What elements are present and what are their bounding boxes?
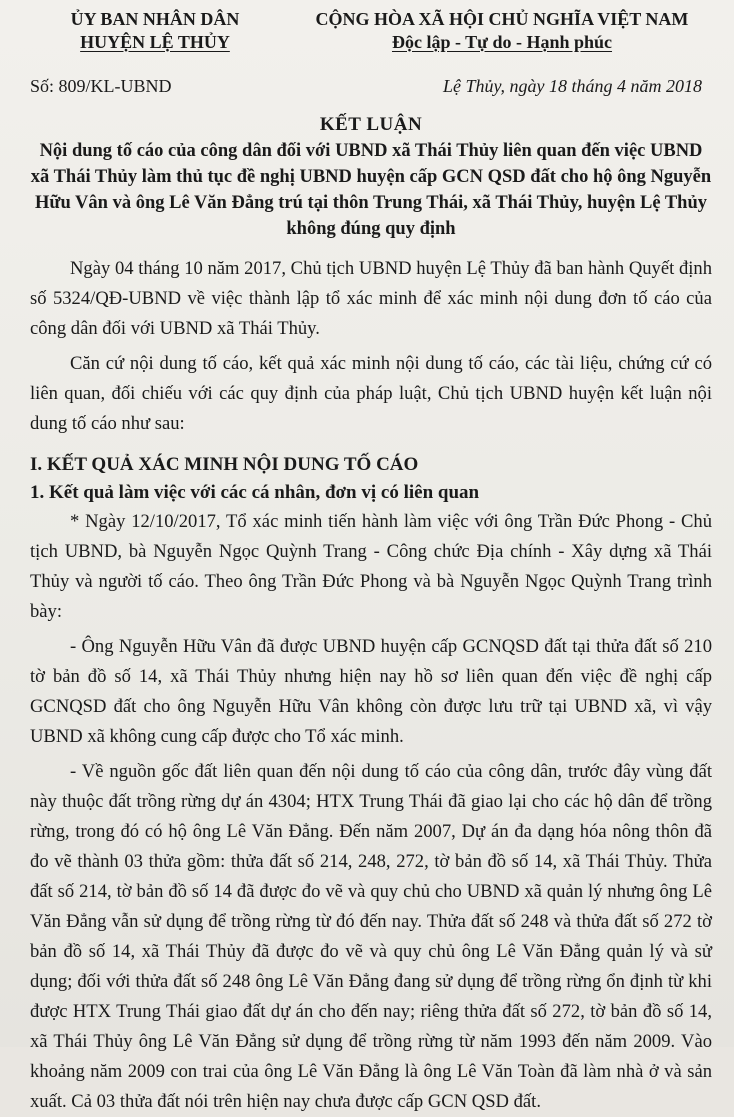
body-paragraph: * Ngày 12/10/2017, Tổ xác minh tiến hành làm việc với ông Trần Đức Phong - Chủ tịch UBND, bà Nguyễn Ngọc Quỳnh Trang - Công chức Địa chính - Xây dựng xã Thái Thủy và người tố cáo. Theo ông Trần Đức Phong và bà Nguyễn Ngọc Quỳnh Trang trình bày: (30, 511, 712, 622)
national-motto: Độc lập - Tự do - Hạnh phúc (391, 32, 613, 52)
agency-district: HUYỆN LỆ THỦY (80, 32, 230, 52)
subsection-heading: 1. Kết quả làm việc với các cá nhân, đơn vị có liên quan (30, 482, 480, 503)
document-number: Số: 809/KL-UBND (30, 76, 172, 96)
agency-name: ỦY BAN NHÂN DÂN (70, 9, 240, 29)
issuing-agency (30, 8, 280, 54)
body-paragraph: - Ông Nguyễn Hữu Vân đã được UBND huyện cấp GCNQSD đất tại thửa đất số 210 tờ bản đồ số 14, xã Thái Thủy nhưng hiện nay hồ sơ liên quan đến việc đề nghị cấp GCNQSD đất cho ông Nguyễn Hữu Vân không còn được lưu trữ tại UBND xã, vì vậy UBND xã không cung cấp được cho Tổ xác minh. (30, 636, 712, 747)
reference-line (30, 76, 712, 110)
intro-paragraph: Căn cứ nội dung tố cáo, kết quả xác minh nội dung tố cáo, các tài liệu, chứng cứ có liên quan, đối chiếu với các quy định của pháp luật, Chủ tịch UBND huyện kết luận nội dung tố cáo như sau: (30, 353, 712, 434)
document-header (30, 8, 712, 76)
place-and-date: Lệ Thủy, ngày 18 tháng 4 năm 2018 (443, 76, 702, 96)
body-paragraph: - Về nguồn gốc đất liên quan đến nội dung tố cáo của công dân, trước đây vùng đất này thuộc đất trồng rừng dự án 4304; HTX Trung Thái đã giao lại cho các hộ dân để trồng rừng, trong đó có hộ ông Lê Văn Đẳng. Đến năm 2007, Dự án đa dạng hóa nông thôn đã đo vẽ thành 03 thửa gồm: thửa đất số 214, 248, 272, tờ bản đồ số 14, xã Thái Thủy. Thửa đất số 214, tờ bản đồ số 14 đã được đo vẽ và quy chủ cho UBND xã quản lý nhưng ông Lê Văn Đẳng vẫn sử dụng để trồng rừng từ đó đến nay. Thửa đất số 248 và thửa đất số 272 tờ bản đồ số 14, xã Thái Thủy đã được đo vẽ và quy chủ ông Lê Văn Đẳng quản lý và sử dụng; đối với thửa đất số 248 ông Lê Văn Đẳng đang sử dụng để trồng rừng ổn định từ khi được HTX Trung Thái giao đất dự án cho đến nay; riêng thửa đất số 272, tờ bản đồ số 14, xã Thái Thủy ông Lê Văn Đẳng sử dụng để trồng rừng từ năm 1993 đến năm 2009. Vào khoảng năm 2009 con trai của ông Lê Văn Đẳng là ông Lê Văn Toàn đã làm nhà ở và sản xuất. Cả 03 thửa đất nói trên hiện nay chưa được cấp GCN QSD đất. (30, 761, 712, 1112)
intro-paragraph: Ngày 04 tháng 10 năm 2017, Chủ tịch UBND huyện Lệ Thủy đã ban hành Quyết định số 5324/QĐ-UBND về việc thành lập tổ xác minh để xác minh nội dung đơn tố cáo của công dân đối với UBND xã Thái Thủy. (30, 258, 712, 339)
national-heading (292, 8, 712, 54)
nation-name: CỘNG HÒA XÃ HỘI CHỦ NGHĨA VIỆT NAM (315, 9, 689, 29)
document-title: KẾT LUẬN (319, 114, 423, 135)
section-heading: I. KẾT QUẢ XÁC MINH NỘI DUNG TỐ CÁO (30, 454, 419, 475)
document-subject: Nội dung tố cáo của công dân đối với UBND xã Thái Thủy liên quan đến việc UBND xã Thái Thủy làm thủ tục đề nghị UBND huyện cấp GCN QSD đất cho hộ ông Nguyễn Hữu Vân và ông Lê Văn Đẳng trú tại thôn Trung Thái, xã Thái Thủy, huyện Lệ Thủy không đúng quy định (30, 141, 712, 239)
